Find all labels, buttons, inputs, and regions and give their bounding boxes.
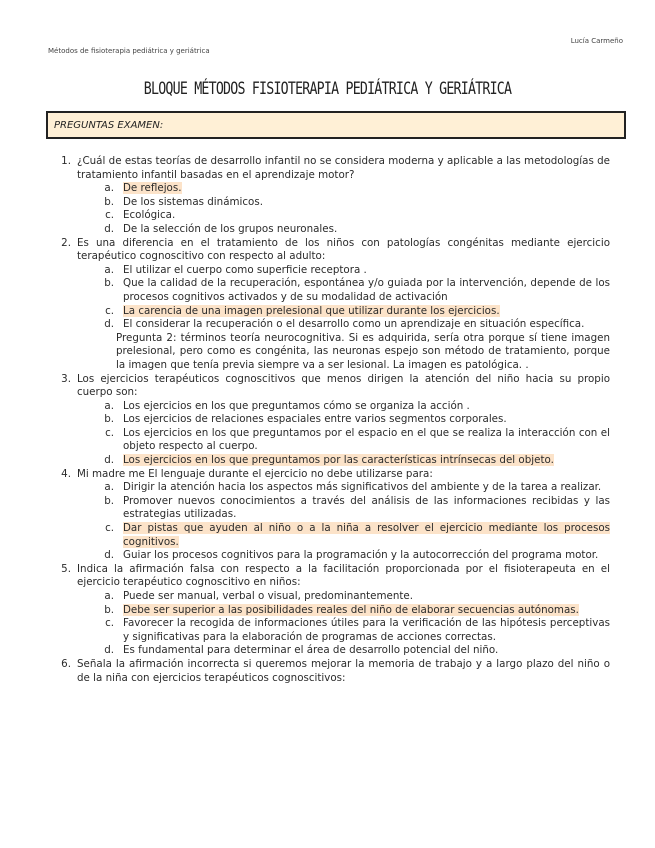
- option-text-content: Favorecer la recogida de informaciones útiles para la verificación de las hipótesis perceptivas y significativas para la elaboración de programas de acciones correctas.: [123, 617, 610, 643]
- option-letter: b.: [104, 195, 114, 208]
- questions-list: [50, 155, 610, 685]
- question-number: 4.: [61, 467, 71, 480]
- option-text: [123, 223, 610, 237]
- question-number: 5.: [61, 562, 71, 575]
- option-text-content: De reflejos.: [123, 182, 182, 195]
- option-letter: a.: [104, 590, 114, 602]
- question-text: Mi madre me El lenguaje durante el ejercicio no debe utilizarse para:: [77, 467, 433, 480]
- question-text: ¿Cuál de estas teorías de desarrollo infantil no se considera moderna y aplicable a las metodologías de tratamiento infantil basadas en el aprendizaje motor?: [77, 155, 610, 181]
- question-item: [50, 237, 610, 264]
- answer-option: [50, 495, 610, 522]
- correct-answer-highlight: [123, 182, 610, 196]
- option-text: [123, 481, 610, 495]
- answer-option: [50, 196, 610, 210]
- question-text: Los ejercicios terapéuticos cognoscitivos que menos dirigen la atención del niño hacia su propio cuerpo son:: [77, 372, 610, 399]
- option-letter: c.: [105, 426, 114, 439]
- correct-answer-highlight: [123, 454, 610, 468]
- option-letter: b.: [104, 277, 114, 290]
- answer-option: [50, 427, 610, 454]
- option-letter: a.: [104, 182, 114, 195]
- option-text: [123, 617, 610, 644]
- option-text: [123, 277, 610, 304]
- option-letter: d.: [104, 222, 114, 235]
- question-item: [50, 373, 610, 400]
- question-item: [50, 155, 610, 182]
- option-letter: b.: [104, 494, 114, 507]
- answer-option: [50, 604, 610, 618]
- answer-option: [50, 644, 610, 658]
- option-letter: b.: [104, 413, 114, 426]
- answer-option: [50, 264, 610, 278]
- option-text: [123, 400, 610, 414]
- question-number: 2.: [61, 236, 71, 249]
- option-text: [123, 549, 610, 563]
- option-text: [123, 495, 610, 522]
- option-text-content: Los ejercicios de relaciones espaciales entre varios segmentos corporales.: [123, 413, 507, 426]
- answer-option: [50, 590, 610, 604]
- answer-option: [50, 549, 610, 563]
- option-text-content: Que la calidad de la recuperación, espontánea y/o guiada por la intervención, depende de los procesos cognitivos activados y de su modalidad de activación: [123, 277, 610, 303]
- option-letter: a.: [104, 481, 114, 494]
- option-text-content: Los ejercicios en los que preguntamos por el espacio en el que se realiza la interacción con el objeto respecto al cuerpo.: [123, 426, 610, 453]
- correct-answer-highlight: [123, 305, 610, 319]
- option-letter: d.: [104, 644, 114, 657]
- option-letter: c.: [105, 304, 114, 317]
- answer-option: [50, 481, 610, 495]
- question-number: 1.: [61, 155, 71, 167]
- option-text: [123, 196, 610, 210]
- option-text: [123, 644, 610, 658]
- option-text-content: Promover nuevos conocimientos a través del análisis de las informaciones recibidas y las estrategias utilizadas.: [123, 494, 610, 521]
- answer-option: [50, 209, 610, 223]
- option-letter: b.: [104, 603, 114, 616]
- option-text-content: Guiar los procesos cognitivos para la programación y la autocorrección del programa motor.: [123, 549, 599, 562]
- answer-options: [50, 400, 610, 468]
- question-number: 6.: [61, 657, 71, 670]
- answer-option: [50, 182, 610, 196]
- option-text-content: Es fundamental para determinar el área de desarrollo potencial del niño.: [123, 644, 499, 657]
- option-letter: d.: [104, 318, 114, 331]
- correct-answer-highlight: [123, 604, 610, 618]
- question-number: 3.: [61, 372, 71, 385]
- option-letter: c.: [105, 617, 114, 630]
- section-header-box: [46, 111, 626, 139]
- correct-answer-highlight: [123, 522, 610, 549]
- answer-option: [50, 454, 610, 468]
- answer-option: [50, 223, 610, 237]
- answer-options: [50, 182, 610, 236]
- answer-options: [50, 481, 610, 563]
- answer-option: [50, 305, 610, 319]
- answer-option: [50, 413, 610, 427]
- option-letter: c.: [105, 209, 114, 222]
- document-subject: Métodos de fisioterapia pediátrica y geriátrica: [48, 47, 210, 55]
- option-text-content: Los ejercicios en los que preguntamos por las características intrínsecas del objeto.: [123, 454, 554, 467]
- option-text-content: Puede ser manual, verbal o visual, predominantemente.: [123, 590, 414, 602]
- option-text-content: Dar pistas que ayuden al niño o a la niña a resolver el ejercicio mediante los procesos cognitivos.: [123, 522, 610, 548]
- option-letter: c.: [105, 522, 114, 535]
- option-text-content: De la selección de los grupos neuronales.: [123, 222, 338, 235]
- option-text-content: El utilizar el cuerpo como superficie receptora .: [123, 263, 367, 276]
- option-text: [123, 413, 610, 427]
- question-text: Es una diferencia en el tratamiento de los niños con patologías congénitas mediante ejercicio terapéutico cognoscitivo con respecto al adulto:: [77, 236, 610, 263]
- question-item: [50, 563, 610, 590]
- answer-option: [50, 277, 610, 304]
- option-text-content: Debe ser superior a las posibilidades reales del niño de elaborar secuencias autónomas.: [123, 603, 579, 616]
- option-text: [123, 590, 610, 604]
- question-item: [50, 468, 610, 482]
- question-note: Pregunta 2: términos teoría neurocognitiva. Si es adquirida, sería otra porque sí tiene imagen prelesional, pero como es congénita, las neuronas espejo son método de tratamiento, porque la imagen que tenía previa siempre va a ser lesional. La imagen es patológica. .: [116, 331, 610, 371]
- question-item: [50, 658, 610, 685]
- question-text: Señala la afirmación incorrecta si queremos mejorar la memoria de trabajo y a largo plazo del niño o de la niña con ejercicios terapéuticos cognoscitivos:: [77, 657, 610, 684]
- option-letter: a.: [104, 263, 114, 276]
- option-text-content: Ecológica.: [123, 209, 176, 222]
- question-text: Indica la afirmación falsa con respecto a la facilitación proporcionada por el fisioterapeuta en el ejercicio terapéutico cognoscitivo en niños:: [77, 562, 610, 589]
- option-letter: d.: [104, 454, 114, 467]
- answer-option: [50, 617, 610, 644]
- answer-option: [50, 318, 610, 332]
- option-letter: a.: [104, 399, 114, 412]
- option-letter: d.: [104, 549, 114, 562]
- answer-option: [50, 522, 610, 549]
- answer-options: [50, 590, 610, 658]
- option-text: [123, 209, 610, 223]
- page-title: BLOQUE MÉTODOS FISIOTERAPIA PEDIÁTRICA Y GERIÁTRICA: [143, 79, 512, 99]
- option-text-content: Dirigir la atención hacia los aspectos más significativos del ambiente y de la tarea a realizar.: [123, 481, 602, 494]
- answer-options: [50, 264, 610, 332]
- author-name: Lucía Carmeño: [570, 37, 623, 45]
- section-label: PREGUNTAS EXAMEN:: [54, 119, 164, 131]
- option-text-content: El considerar la recuperación o el desarrollo como un aprendizaje en situación específica.: [123, 318, 585, 331]
- option-text: [123, 264, 610, 278]
- option-text-content: La carencia de una imagen prelesional que utilizar durante los ejercicios.: [123, 304, 500, 317]
- option-text-content: Los ejercicios en los que preguntamos cómo se organiza la acción .: [123, 399, 470, 412]
- option-text-content: De los sistemas dinámicos.: [123, 195, 263, 208]
- option-text: [123, 427, 610, 454]
- option-text: [123, 318, 610, 332]
- answer-option: [50, 400, 610, 414]
